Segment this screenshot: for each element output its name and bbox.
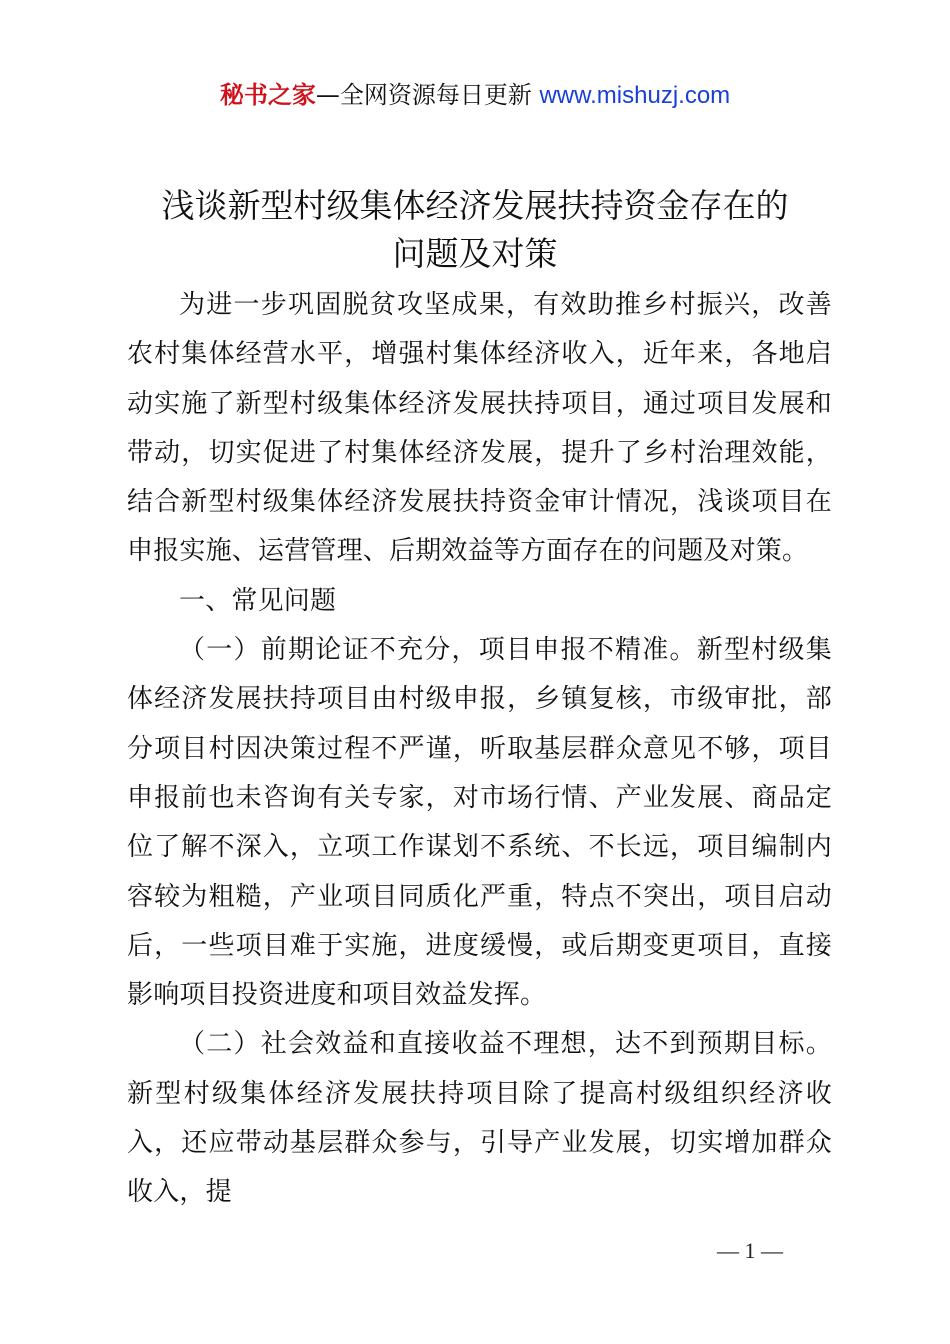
body-paragraph: （二）社会效益和直接收益不理想，达不到预期目标。新型村级集体经济发展扶持项目除了提高村级组织经济收入，还应带动基层群众参与，引导产业发展，切实增加群众收入，提 (127, 1029, 832, 1208)
site-tagline: —全网资源每日更新 (315, 81, 540, 109)
section-heading: 一、常见问题 (179, 585, 337, 616)
site-url-link[interactable]: www.mishuzj.com (539, 82, 731, 109)
page-number: — 1 — (717, 1238, 783, 1263)
site-header (0, 78, 950, 113)
site-name: 秘书之家 (219, 81, 316, 109)
document-body (127, 281, 832, 1218)
document-title (100, 182, 850, 278)
title-line-2: 问题及对策 (392, 234, 558, 273)
intro-paragraph: 为进一步巩固脱贫攻坚成果，有效助推乡村振兴，改善农村集体经营水平，增强村集体经济收入，近年来，各地启动实施了新型村级集体经济发展扶持项目，通过项目发展和带动，切实促进了村集体经济发展，提升了乡村治理效能，结合新型村级集体经济发展扶持资金审计情况，浅谈项目在申报实施、运营管理、后期效益等方面存在的问题及对策。 (127, 290, 832, 567)
body-paragraph: （一）前期论证不充分，项目申报不精准。新型村级集体经济发展扶持项目由村级申报，乡镇复核，市级审批，部分项目村因决策过程不严谨，听取基层群众意见不够，项目申报前也未咨询有关专家，对市场行情、产业发展、商品定位了解不深入，立项工作谋划不系统、不长远，项目编制内容较为粗糙，产业项目同质化严重，特点不突出，项目启动后，一些项目难于实施，进度缓慢，或后期变更项目，直接影响项目投资进度和项目效益发挥。 (127, 635, 832, 1011)
title-line-1: 浅谈新型村级集体经济发展扶持资金存在的 (161, 186, 789, 225)
